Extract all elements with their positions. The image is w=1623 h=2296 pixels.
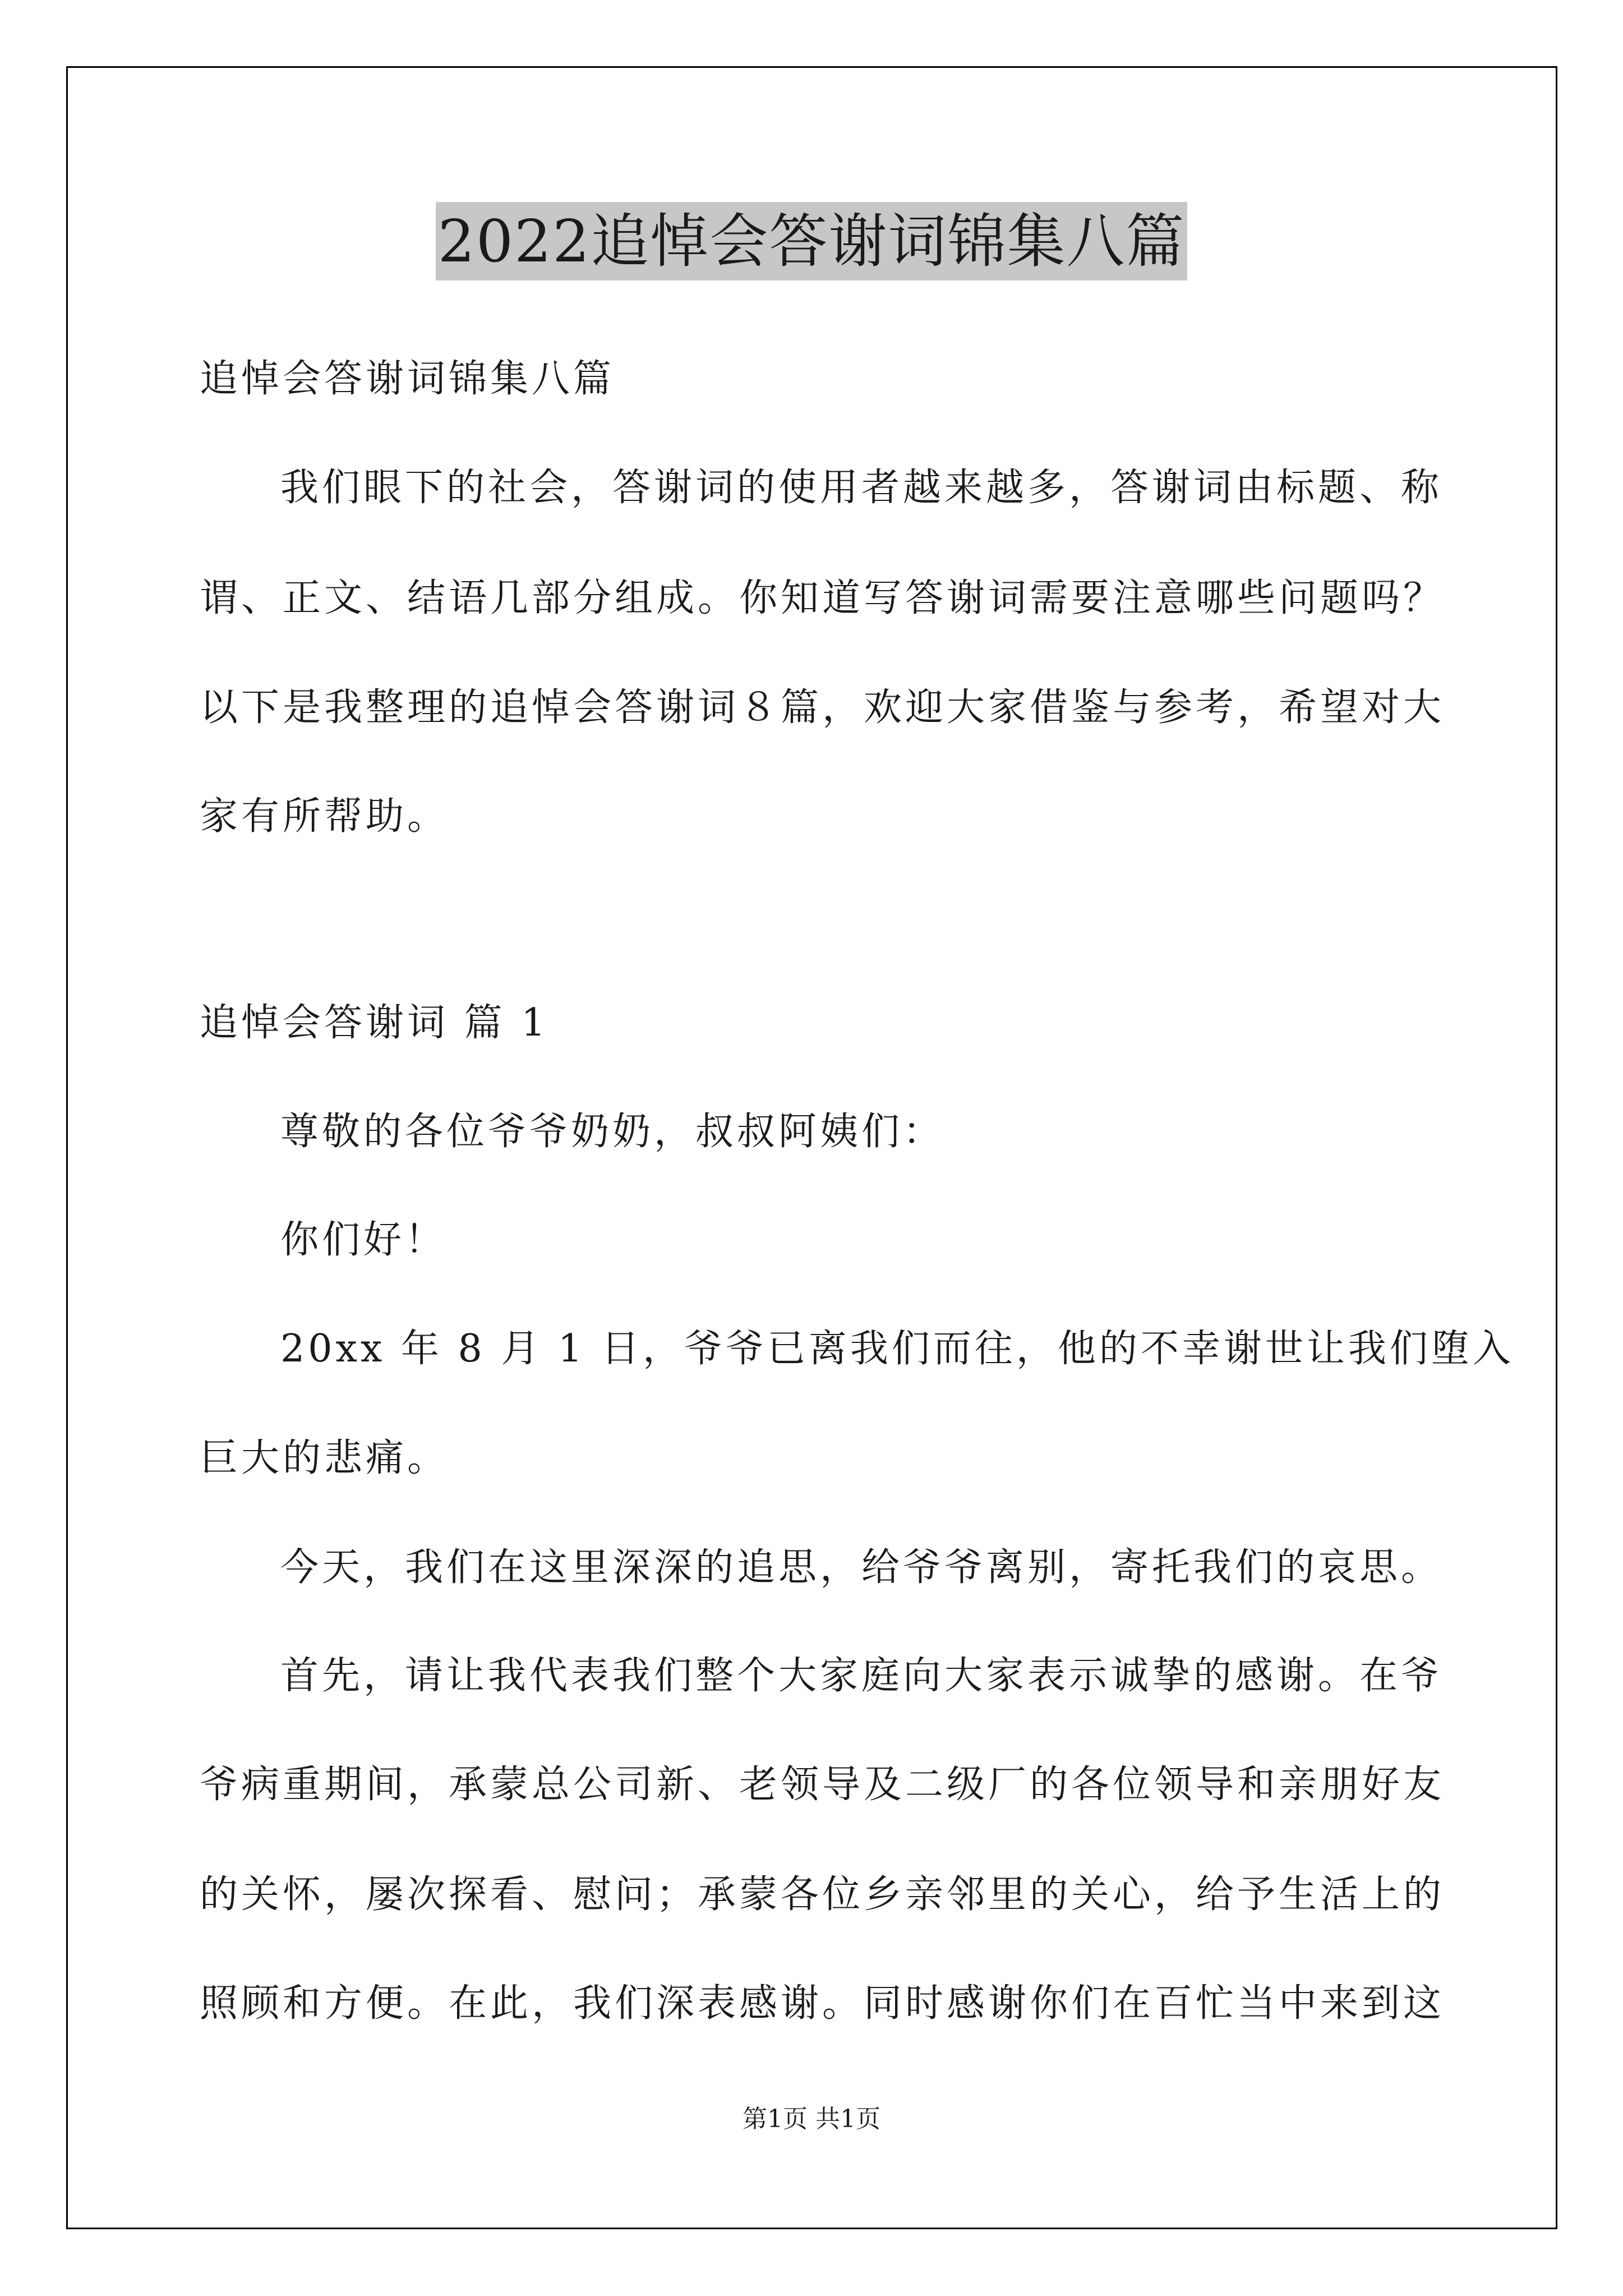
document-title: 2022追悼会答谢词锦集八篇 xyxy=(436,202,1188,280)
body-line: 你们好！ xyxy=(280,1218,447,1262)
section-heading: 追悼会答谢词 篇 1 xyxy=(200,1001,549,1045)
body-line: 爷病重期间，承蒙总公司新、老领导及二级厂的各位领导和亲朋好友 xyxy=(200,1763,1445,1807)
body-line: 巨大的悲痛。 xyxy=(200,1436,449,1480)
intro-line: 家有所帮助。 xyxy=(200,794,449,839)
intro-line: 以下是我整理的追悼会答谢词８篇，欢迎大家借鉴与参考，希望对大 xyxy=(200,685,1445,730)
body-line: 尊敬的各位爷爷奶奶，叔叔阿姨们： xyxy=(280,1110,945,1154)
body-line: 的关怀，屡次探看、慰问；承蒙各位乡亲邻里的关心，给予生活上的 xyxy=(200,1872,1445,1917)
body-line: 今天，我们在这里深深的追思，给爷爷离别，寄托我们的哀思。 xyxy=(280,1545,1443,1590)
intro-line: 谓、正文、结语几部分组成。你知道写答谢词需要注意哪些问题吗？ xyxy=(200,576,1445,620)
document-subtitle: 追悼会答谢词锦集八篇 xyxy=(200,357,615,401)
body-line: 首先，请让我代表我们整个大家庭向大家表示诚挚的感谢。在爷 xyxy=(280,1654,1443,1698)
body-line: 照顾和方便。在此，我们深表感谢。同时感谢你们在百忙当中来到这 xyxy=(200,1981,1445,2026)
intro-line: 我们眼下的社会，答谢词的使用者越来越多，答谢词由标题、称 xyxy=(280,466,1443,510)
body-line: 20xx 年 8 月 1 日，爷爷已离我们而往，他的不幸谢世让我们堕入 xyxy=(280,1327,1514,1371)
document-title-block xyxy=(0,202,1623,280)
page-footer: 第1页 共1页 xyxy=(743,2105,880,2133)
